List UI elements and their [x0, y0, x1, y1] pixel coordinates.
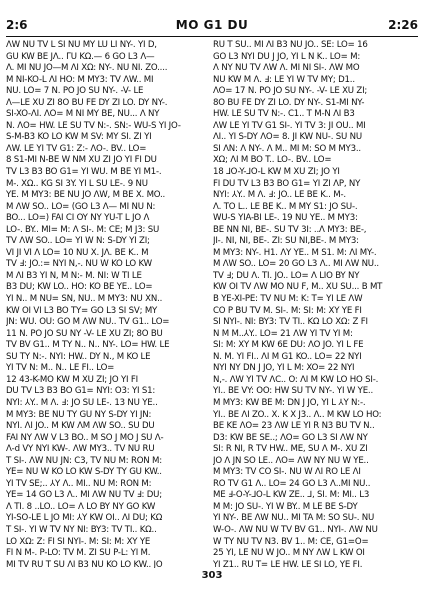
text-line: ɅW. LE YI TV G1: Z:- ɅO-. BV.. LO=	[6, 143, 147, 154]
text-line: YE. M MY3: BE NU JO ɅW, M BE X. MO..	[6, 190, 166, 201]
text-line: N. ɅO= HW. LE SU TV N:-. SN:- WU-S YI JO-	[6, 120, 181, 131]
text-line: LO XΩ: Z: FI SI NYI-. M: SI: M: XY YE	[6, 536, 151, 547]
text-line: T SI-. YI W TV NY NI: BY3: TV TI.. KΩ..	[6, 524, 157, 535]
text-line: 8 S1-MI N-BE W NM XU ZI JO YI FI DU	[6, 155, 157, 166]
text-line: N M M..⅄Y.. LO= 21 ɅW YI TV YI M:	[213, 328, 353, 339]
text-line: M NI-KO-L ɅI HO: M MY3: TV ɅW.. MI	[6, 74, 154, 85]
text-line: MI TV RU T SU ɅI B3 NU KO LO KW.. JO	[6, 559, 163, 568]
text-line: JI-. NI, NI, BE-. ZI: SU NI,BE-. M MY3:	[213, 236, 359, 247]
text-line: GU KW BE JɅ.. ΓU KΩ.— 6 GO L3 Ʌ—	[6, 51, 155, 62]
text-line: VI JI VI Ʌ LO= 10 NU X. JɅ. BE K.. M	[6, 247, 149, 258]
text-line: JN: WU. OU: GO M ɅW NU.. TV G1.. LO=	[6, 317, 170, 328]
text-line: M ɅI B3 YI N, M N:- M. NI: W TI LE	[6, 270, 142, 281]
text-line: SI: M: XY M KW 6E DU: ɅO JO. YI L FE	[213, 340, 364, 351]
text-line: W TY NU TV N3. BV 1.. M: CE, G1=O=	[213, 536, 369, 547]
text-line: XΩ; ɅI M BO T.. LO-. BV.. LO=	[213, 155, 332, 166]
text-line: YI NY-. BE ɅW NU.. MI TA M: SO SU-. NU	[213, 513, 375, 524]
text-line: 11 N. PO JO SU NY -V- LE XU ZI; 8O BU	[6, 328, 163, 339]
text-line: SI ɅN: Ʌ NY-. Ʌ M.. MI M: SO M MY3..	[213, 143, 361, 154]
text-line: NYI: ⅄Y.. M Ʌ. Ⅎ: JO SU LE-. 13 NU YE..	[6, 397, 158, 408]
text-line: NU. LO= 7 N. PO JO SU NY-. -V- LE	[6, 86, 144, 97]
text-line: M MY3: NY-. H1. ɅY YE.. M S1. M: ɅI MY-.	[213, 247, 377, 258]
text-line: M MY3: KW BE M: DN J JO, YI L ⅄Y N:-.	[213, 397, 366, 408]
text-line: ɅW NU TV L SI NU MY LU LI NY-. YI D,	[6, 40, 157, 50]
text-line: B YE-XI-PE: TV NU M: K: T= YI LE ɅW	[213, 294, 363, 305]
text-line: B3 DU; KW LO.. HO: KO BE YE.. LO=	[6, 282, 153, 293]
text-line: TV ɅW SO.. LO= YI W N: S-DY YI ZI;	[6, 236, 150, 247]
text-line: WU-S YIA-BI LE-. 19 NU YE.. M MY3:	[213, 213, 358, 224]
text-line: S-M-B3 KO LO KW M SV: MY SI. ZI YI	[6, 132, 152, 143]
text-line: Ʌ NY NU TV ɅW Ʌ. MI NI SI-. ɅW MO	[213, 63, 360, 74]
header-reference-left: 2:6	[6, 18, 28, 32]
text-line: SU TY N:-. NYI: HW.. DY N., M KO LE	[6, 351, 151, 362]
text-line: M M: JO SU-. YI W BY.. M LE BE S-DY	[213, 501, 358, 512]
text-line: YI-SO-LE L JO MI: ⅄Y KW OI.. ɅI DU; KΩ	[6, 513, 163, 524]
text-line: Ʌ. MI NU JO—M ɅI XΩ: NY-. NU NI. ZO....	[6, 63, 168, 74]
text-line: JO Ʌ JN SO LE.. ɅO= ɅW NY NU W YE..	[213, 455, 369, 466]
text-line: W-O-. ɅW NU W TV BV G1.. NYI-. ɅW NU	[213, 524, 378, 535]
text-line: YI.. BE VY: OO: HW SU TV NY-. YI W YE..	[213, 386, 373, 397]
text-line: YI TV SE;.. ⅄Y Ʌ.. MI.. NU M: RON M:	[6, 478, 152, 489]
text-line: Ʌ—LE XU ZI 8O BU FE DY ZI LO. DY NY-.	[6, 97, 168, 108]
text-line: NYI: ⅄Y.. M Ʌ. Ⅎ: JO.. LE BE K.. M-.	[213, 190, 346, 201]
text-line: Ʌ-d VY NYI KW-. ɅW MY3.. TV NU RU	[6, 444, 155, 455]
text-line: SI-XO-ɅI. ɅO= M NI MY BE, NU... Ʌ NY	[6, 109, 160, 120]
text-line: NYI NY DN J JO, YI L M: XO= 22 NYI	[213, 363, 355, 374]
header-reference-right: 2:26	[388, 18, 418, 32]
text-line: YI.. BE ɅI ZO.. X. K X J3.. Ʌ.. M KW LO HO:	[213, 409, 382, 420]
left-text-column	[6, 40, 204, 568]
text-line: GO L3 NYI DU J JO, YI L N K.. LO= M:	[213, 51, 361, 62]
text-line: DU TV L3 B3 BO G1= NYI: O3: YI S1:	[6, 386, 156, 397]
text-line: SI NYI-. NI: BY3: TV TI.. KΩ LO XΩ: Z FI	[213, 317, 368, 328]
text-line: SI: R NI, R TV HW.. ME, SU Ʌ M-. XU ZI	[213, 444, 368, 455]
text-line: ɅO= 17 N. PO JO SU NY-. -V- LE XU ZI;	[213, 86, 368, 97]
text-line: M-. XΩ.. KG SI 3Y. YI L SU LE-. 9 NU	[6, 178, 148, 189]
text-line: 12 43-K-MO KW M XU ZI; JO YI FI	[6, 374, 138, 385]
text-line: YI TV N: M.. N.. LE FI.. LO=	[6, 363, 115, 374]
text-line: TV Ⅎ: JO.:= NYI N,-. NU W KO LO KW	[6, 259, 152, 270]
text-line: TV BV G1.. M TY N.. N.. NY-. LO= HW. LE	[6, 340, 170, 351]
text-line: YI N.. M NU= SN, NU.. M MY3: NU XN..	[6, 294, 163, 305]
text-line: FI N M-. P-LO: TV M. ZI SU P-L: YI M.	[6, 548, 151, 559]
text-line: BO... LO=) FAI CI OY NY YU-T L JO Ʌ	[6, 213, 150, 224]
text-line: LO-. BY.. MI= M: Ʌ SI-. M: CE; M J3: SU	[6, 224, 160, 235]
text-line: HW. LE SU TV N:-. C1.. T M-N ɅI B3	[213, 109, 355, 120]
text-line: YE= 14 GO L3 Ʌ.. MI ɅW NU TV Ⅎ: DU;	[6, 490, 162, 501]
page-number: 303	[201, 570, 223, 581]
text-line: TV Ⅎ; DU Ʌ. TI. JO.. LO= Ʌ LIO BY NY	[213, 270, 360, 281]
text-line: ɅI.. YI S-DY ɅO= 8. JI KW NU-. SU NU	[213, 132, 362, 143]
text-line: KW OI VI L3 BO TY= GO L3 SI SV; MY	[6, 305, 158, 316]
text-line: Ʌ. TO L.. LE BE K.. M MY S1: JO SU-.	[213, 201, 358, 212]
book-title: MO G1 DU	[175, 18, 249, 32]
running-header	[6, 18, 418, 34]
text-line: M MY3: BE NU TY GU NY S-DY YI JN:	[6, 409, 152, 420]
text-line: YE= NU W KO LO KW S-DY TY GU KW..	[6, 467, 162, 478]
text-line: NYI. ɅI JO.. M KW ɅM ɅW SO.. SU DU	[6, 421, 155, 432]
text-line: BE KE ɅO= 23 ɅW LE YI R N3 BU TV N..	[213, 421, 375, 432]
text-line: FAI NY ɅW V L3 BO.. M SO J MO J SU Ʌ-	[6, 432, 164, 443]
text-line: 8O BU FE DY ZI LO. DY NY-. S1-MI NY-	[213, 97, 365, 108]
text-line: N. M. YI FI.. ɅI M G1 KO.. LO= 22 NYI	[213, 351, 362, 362]
text-line: M ɅW SO.. LO= 20 GO L3 Ʌ.. MI ɅW NU..	[213, 259, 379, 270]
text-line: M ɅW SO.. LO= (GO L3 Ʌ— MI NU N:	[6, 201, 156, 212]
text-line: RO TV G1 Ʌ.. LO= 24 GO L3 Ʌ..MI NU..	[213, 478, 371, 489]
text-line: TV L3 B3 BO G1= YI WU. M BE YI M1-.	[6, 167, 162, 178]
text-line: NU KW M Ʌ. Ⅎ: LE YI W TV MY; D1..	[213, 74, 355, 85]
text-line: BE NN NI, BE-. SU TV 3I: ..Ʌ MY3: BE-,	[213, 224, 367, 235]
text-line: KW OI TV ɅW MO NU F, M.. XU SU... B MT	[213, 282, 383, 293]
text-line: ɅW LE YI TV G1 SI-. YI TV 3: JI OU.. MI	[213, 120, 366, 131]
text-line: CO P BU TV M. SI-. M: SI: M: XY YE FI	[213, 305, 362, 316]
text-line: M MY3: TV CO SI-. NU W ɅI RO LE ɅI	[213, 467, 361, 478]
text-line: D3: KW BE SE..; ɅO= GO L3 SI ɅW NY	[213, 432, 368, 443]
header-rule	[6, 36, 418, 37]
text-line: FI DU TV L3 B3 BO G1= YI ZI ɅP, NY	[213, 178, 361, 189]
text-line: Ʌ TI. 8 ..LO.. LO= Ʌ LO BY NY GO KW	[6, 501, 156, 512]
text-line: T SI-. ɅW NU JN: C3, TV NU M: RON M:	[6, 455, 162, 466]
text-line: 25 YI, LE NU W JO.. M NY ɅW L KW OI	[213, 548, 365, 559]
text-line: 18 ⅃O-Y-⅃O-L KW M XU ZI; JO YI	[213, 167, 340, 178]
text-line: YI Z1.. RU T= LE HW. LE SI LO, YE FI.	[213, 559, 363, 568]
text-line: ME Ⅎ-O-Y-⅃O-L KW ZE.. ⅃, SI. M: MI.. L3	[213, 490, 370, 501]
right-text-column	[213, 40, 418, 568]
text-line: N,-. ɅW YI TV ɅC.. O: ɅI M KW LO HO SI-.	[213, 374, 379, 385]
text-line: RU T SU.. MI ɅI B3 NU JO.. SE: LO= 16	[213, 40, 368, 50]
